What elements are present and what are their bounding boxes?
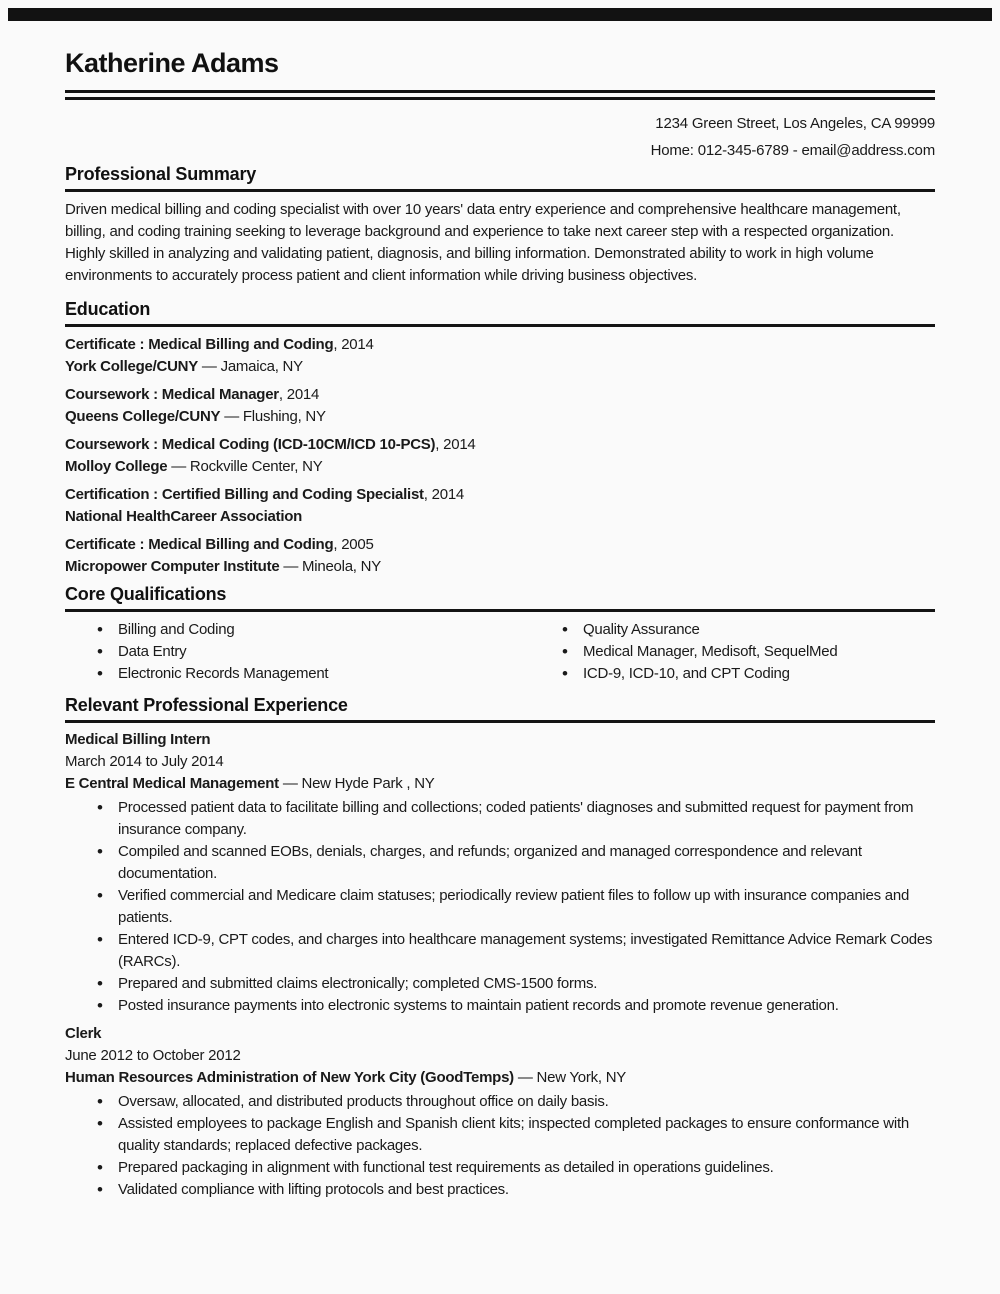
core-qualification-label: Billing and Coding	[118, 621, 235, 638]
experience-bullet	[95, 1091, 935, 1113]
experience-bullet	[95, 1113, 935, 1157]
bullet-icon: •	[97, 1180, 103, 1199]
experience-bullet-text: Validated compliance with lifting protocols and best practices.	[118, 1181, 509, 1198]
bullet-icon: •	[97, 1158, 103, 1177]
education-school: York College/CUNY	[65, 358, 198, 375]
core-qualifications-columns	[65, 619, 935, 685]
section-heading-experience: Relevant Professional Experience	[65, 695, 935, 723]
contact-block	[65, 110, 935, 164]
education-degree: Certification : Certified Billing and Coding Specialist	[65, 486, 424, 503]
experience-bullet-text: Verified commercial and Medicare claim statuses; periodically review patient files to follow up with insurance companies and patients.	[118, 887, 910, 926]
bullet-icon: •	[562, 664, 568, 683]
job-location: — New Hyde Park , NY	[278, 775, 435, 792]
bullet-icon: •	[97, 620, 103, 639]
education-location: — Jamaica, NY	[198, 358, 303, 375]
experience-bullet-text: Posted insurance payments into electronic systems to maintain patient records and promote revenue generation.	[118, 997, 839, 1014]
bullet-icon: •	[97, 974, 103, 993]
education-school: Micropower Computer Institute	[65, 558, 280, 575]
experience-bullet-text: Prepared packaging in alignment with functional test requirements as detailed in operations guidelines.	[118, 1159, 774, 1176]
section-heading-education: Education	[65, 299, 935, 327]
core-qualification-item	[95, 619, 530, 641]
bullet-icon: •	[97, 886, 103, 905]
experience-bullet	[95, 797, 935, 841]
education-degree-line	[65, 334, 935, 356]
education-entry	[65, 434, 935, 478]
bullet-icon: •	[97, 842, 103, 861]
education-degree: Certificate : Medical Billing and Coding	[65, 336, 334, 353]
summary-paragraph: Driven medical billing and coding specialist with over 10 years' data entry experience and comprehensive healthcare management, billing, and coding training seeking to leverage background and experience to take next career step with a respected organization. Highly skilled in analyzing and validating patient, diagnosis, and billing information. Demonstrated ability to work in high volume environments to accurately process patient and client information while driving business objectives.	[65, 201, 901, 284]
education-year: , 2014	[435, 436, 476, 453]
contact-address: 1234 Green Street, Los Angeles, CA 99999	[655, 115, 935, 132]
education-school-line	[65, 406, 935, 428]
core-qualification-item	[560, 663, 935, 685]
bullet-icon: •	[97, 664, 103, 683]
job-entry	[65, 1023, 935, 1201]
education-year: , 2014	[423, 486, 465, 503]
education-school: Molloy College	[65, 458, 168, 475]
education-degree-line	[65, 534, 935, 556]
core-qualification-item	[95, 663, 530, 685]
experience-bullet	[95, 973, 935, 995]
education-degree: Coursework : Medical Manager	[65, 386, 279, 403]
name-divider	[65, 90, 935, 100]
education-year: , 2014	[333, 336, 374, 353]
education-school-line	[65, 556, 935, 578]
education-location: — Flushing, NY	[220, 408, 326, 425]
core-qualification-label: Quality Assurance	[583, 621, 700, 638]
bullet-icon: •	[97, 642, 103, 661]
education-entry	[65, 384, 935, 428]
core-qualification-label: Data Entry	[118, 643, 187, 660]
job-company: E Central Medical Management	[65, 775, 279, 792]
top-decorative-bar	[8, 8, 992, 21]
bullet-icon: •	[97, 1114, 103, 1133]
education-degree: Certificate : Medical Billing and Coding	[65, 536, 334, 553]
job-company: Human Resources Administration of New York City (GoodTemps)	[65, 1069, 514, 1086]
experience-bullet-text: Oversaw, allocated, and distributed products throughout office on daily basis.	[118, 1093, 609, 1110]
core-qualifications-left-column	[65, 619, 530, 685]
job-dates: June 2012 to October 2012	[65, 1047, 241, 1064]
job-title: Medical Billing Intern	[65, 731, 211, 748]
experience-bullet-text: Compiled and scanned EOBs, denials, charges, and refunds; organized and managed correspondence and relevant documentation.	[118, 843, 862, 882]
job-bullet-list	[65, 797, 935, 1017]
education-school-line	[65, 506, 935, 528]
section-heading-core-qualifications: Core Qualifications	[65, 584, 935, 612]
education-degree-line	[65, 384, 935, 406]
education-location: — Mineola, NY	[279, 558, 381, 575]
bullet-icon: •	[97, 1092, 103, 1111]
experience-bullet-text: Processed patient data to facilitate billing and collections; coded patients' diagnoses and submitted request for payment from insurance company.	[118, 799, 914, 838]
education-school-line	[65, 356, 935, 378]
bullet-icon: •	[97, 996, 103, 1015]
education-year: , 2005	[333, 536, 374, 553]
job-title: Clerk	[65, 1025, 102, 1042]
education-school: National HealthCareer Association	[65, 508, 303, 525]
education-location: — Rockville Center, NY	[167, 458, 323, 475]
education-year: , 2014	[278, 386, 320, 403]
experience-bullet-text: Prepared and submitted claims electronically; completed CMS-1500 forms.	[118, 975, 598, 992]
job-bullet-list	[65, 1091, 935, 1201]
bullet-icon: •	[562, 642, 568, 661]
experience-bullet	[95, 885, 935, 929]
bullet-icon: •	[97, 930, 103, 949]
contact-phone-email: Home: 012-345-6789 - email@address.com	[650, 142, 935, 159]
core-qualification-label: ICD-9, ICD-10, and CPT Coding	[583, 665, 790, 682]
experience-bullet	[95, 1179, 935, 1201]
experience-bullet	[95, 1157, 935, 1179]
core-qualification-label: Electronic Records Management	[118, 665, 329, 682]
education-degree: Coursework : Medical Coding (ICD-10CM/ICD 10-PCS)	[65, 436, 436, 453]
experience-bullet	[95, 995, 935, 1017]
job-entry	[65, 729, 935, 1017]
experience-bullet-text: Assisted employees to package English and Spanish client kits; inspected completed packages to ensure conformance with quality standards; replaced defective packages.	[118, 1115, 909, 1154]
experience-bullet	[95, 929, 935, 973]
core-qualification-item	[560, 641, 935, 663]
job-company-line	[65, 1067, 935, 1089]
experience-bullet	[95, 841, 935, 885]
education-entry	[65, 534, 935, 578]
page-title: Katherine Adams	[65, 48, 279, 78]
experience-bullet-text: Entered ICD-9, CPT codes, and charges into healthcare management systems; investigated Remittance Advice Remark Codes (RARCs).	[118, 931, 933, 970]
education-list	[65, 334, 935, 578]
bullet-icon: •	[562, 620, 568, 639]
section-heading-summary: Professional Summary	[65, 164, 935, 192]
core-qualifications-right-column	[530, 619, 935, 685]
education-school: Queens College/CUNY	[65, 408, 221, 425]
job-company-line	[65, 773, 935, 795]
education-entry	[65, 334, 935, 378]
education-degree-line	[65, 434, 935, 456]
core-qualification-label: Medical Manager, Medisoft, SequelMed	[583, 643, 838, 660]
core-qualification-item	[560, 619, 935, 641]
education-degree-line	[65, 484, 935, 506]
education-school-line	[65, 456, 935, 478]
job-dates: March 2014 to July 2014	[65, 753, 224, 770]
core-qualification-item	[95, 641, 530, 663]
bullet-icon: •	[97, 798, 103, 817]
education-entry	[65, 484, 935, 528]
job-location: — New York, NY	[513, 1069, 627, 1086]
